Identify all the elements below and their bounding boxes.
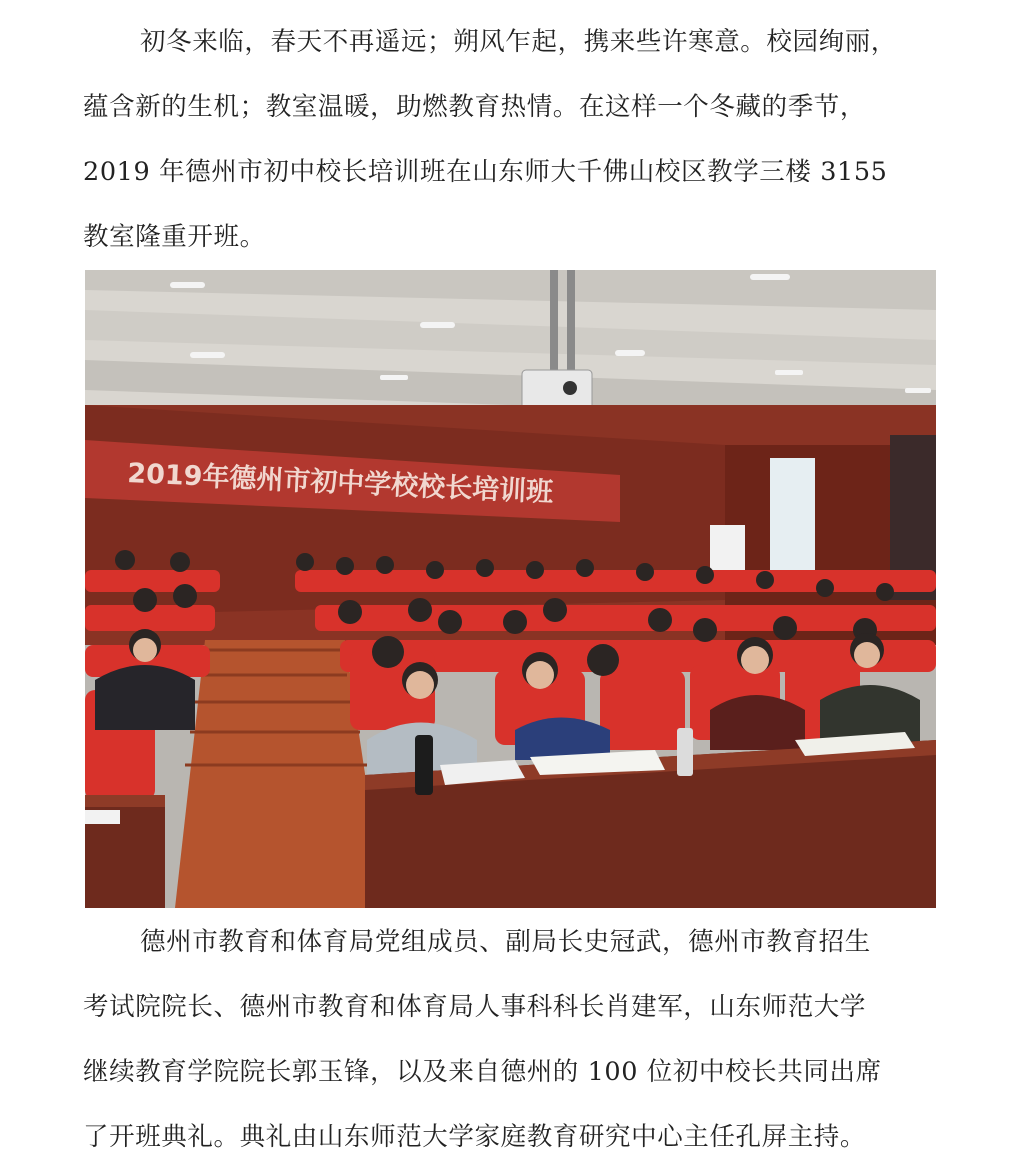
intro-paragraph: [83, 10, 943, 270]
text-line: 德州市教育和体育局党组成员、副局长史冠武，德州市教育招生: [140, 927, 871, 957]
text-line: 教室隆重开班。: [83, 222, 266, 252]
body-paragraph: [83, 910, 943, 1170]
svg-text:2019年德州市初中学校校长培训班: 2019年德州市初中学校校长培训班: [126, 458, 554, 509]
text-line: 继续教育学院院长郭玉锋，以及来自德州的 100 位初中校长共同出席: [83, 1057, 882, 1087]
text-line: 蕴含新的生机；教室温暖，助燃教育热情。在这样一个冬藏的季节，: [83, 92, 867, 122]
air-conditioner: [710, 525, 745, 573]
window: [770, 458, 815, 573]
text-line: 2019 年德州市初中校长培训班在山东师大千佛山校区教学三楼 3155: [83, 157, 888, 187]
thermos: [415, 735, 433, 795]
classroom-photo: [85, 270, 936, 908]
classroom-photo-illustration: [85, 270, 936, 908]
text-line: 考试院院长、德州市教育和体育局人事科科长肖建军，山东师范大学: [83, 992, 867, 1022]
text-line: 了开班典礼。典礼由山东师范大学家庭教育研究中心主任孔屏主持。: [83, 1122, 867, 1152]
water-bottle: [677, 728, 693, 776]
text-line: 初冬来临，春天不再遥远；朔风乍起，携来些许寒意。校园绚丽，: [140, 27, 897, 57]
